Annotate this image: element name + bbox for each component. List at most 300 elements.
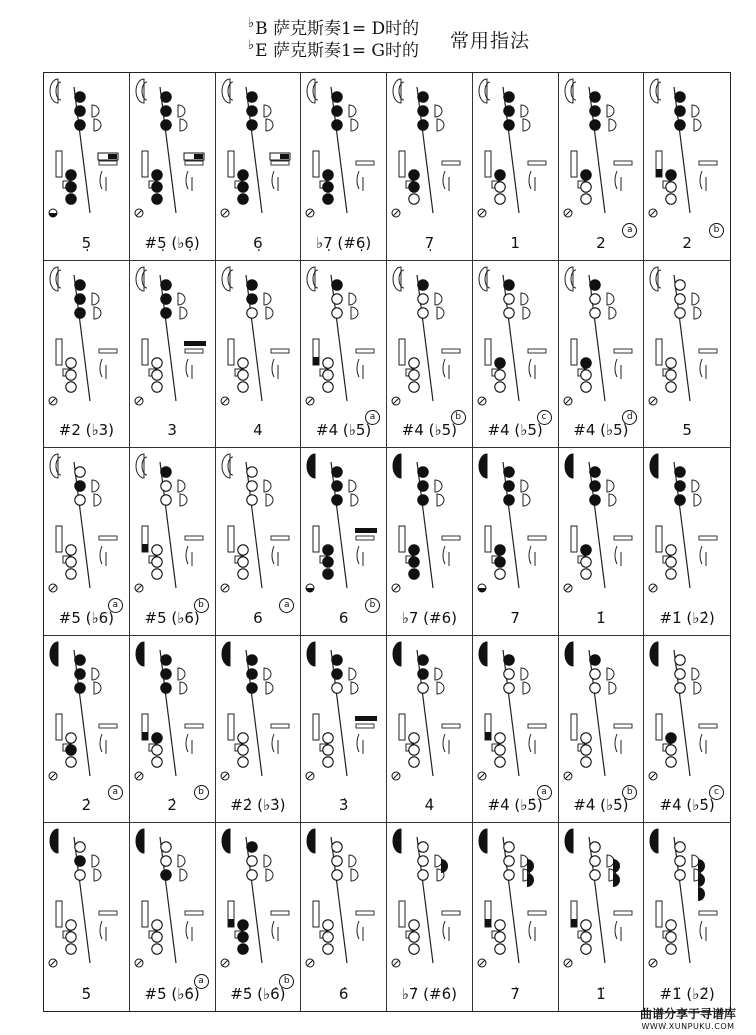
title-line-bb: ♭B 萨克斯奏1= D时的 — [248, 16, 420, 39]
fingering-cell — [301, 73, 387, 261]
finger-hole-closed — [75, 307, 85, 317]
finger-hole-open — [666, 545, 676, 555]
note-label: 2̇ — [81, 796, 92, 815]
palm-keys — [349, 105, 358, 131]
variant-marker: a — [365, 410, 380, 425]
finger-hole-open — [237, 745, 247, 755]
fingering-cell — [216, 636, 302, 824]
pinky-key-curve — [186, 921, 188, 939]
fingering-cell — [301, 636, 387, 824]
fingering-diagram — [44, 448, 130, 596]
fingering-diagram — [130, 261, 216, 409]
side-key-pressed — [194, 154, 203, 159]
variant-marker: a — [279, 598, 294, 613]
finger-hole-closed — [495, 357, 505, 367]
finger-hole-open — [66, 369, 76, 379]
fingering-diagram — [473, 261, 559, 409]
finger-hole-closed — [75, 92, 85, 102]
watermark-url: WWW.XUNPUKU.COM — [641, 1022, 735, 1031]
finger-hole-closed — [161, 870, 171, 880]
note-label: #4 (♭5) — [401, 421, 457, 440]
fingering-cell — [44, 73, 130, 261]
side-key-lower — [699, 349, 717, 353]
side-key-pressed — [355, 716, 377, 721]
fingering-cell — [216, 73, 302, 261]
finger-hole-open — [66, 357, 76, 367]
finger-hole-open — [666, 182, 676, 192]
finger-hole-open — [580, 932, 590, 942]
side-key-lower — [99, 161, 117, 165]
finger-hole-open — [666, 369, 676, 379]
finger-hole-open — [75, 495, 85, 505]
finger-hole-closed — [161, 467, 171, 477]
finger-hole-closed — [504, 467, 514, 477]
pinky-key-curve — [100, 359, 102, 377]
finger-hole-closed — [323, 194, 333, 204]
side-ladder — [656, 526, 662, 552]
finger-hole-closed — [161, 92, 171, 102]
title-line-eb: ♭E 萨克斯奏1= G时的 — [248, 38, 419, 61]
finger-hole-open — [675, 669, 685, 679]
octave-key — [222, 267, 233, 291]
finger-hole-open — [504, 683, 514, 693]
variant-marker: a — [108, 785, 123, 800]
pinky-key-curve — [700, 921, 702, 939]
pinky-key-curve — [443, 359, 445, 377]
palm-keys — [264, 668, 273, 694]
finger-hole-open — [580, 733, 590, 743]
side-ladder-pressed — [313, 357, 319, 365]
fingering-diagram — [644, 261, 730, 409]
fingering-diagram — [44, 73, 130, 221]
finger-hole-open — [675, 683, 685, 693]
finger-hole-closed — [504, 655, 514, 665]
side-ladder — [485, 339, 491, 365]
finger-hole-closed — [580, 357, 590, 367]
finger-hole-open — [666, 557, 676, 567]
finger-hole-closed — [152, 182, 162, 192]
palm-keys — [435, 105, 444, 131]
finger-hole-open — [418, 856, 428, 866]
fingering-cell — [387, 636, 473, 824]
fingering-diagram — [473, 73, 559, 221]
pinky-key-curve — [700, 546, 702, 564]
octave-key-pressed — [222, 642, 230, 666]
finger-hole-open — [66, 932, 76, 942]
pinky-key-curve — [357, 171, 359, 189]
side-key-lower — [699, 536, 717, 540]
fingering-cell — [644, 448, 730, 636]
finger-hole-open — [323, 357, 333, 367]
fingering-diagram — [644, 448, 730, 596]
variant-marker: c — [709, 785, 724, 800]
side-key-lower — [699, 724, 717, 728]
palm-keys — [521, 480, 530, 506]
fingering-diagram — [387, 823, 473, 971]
palm-key-pressed — [698, 859, 705, 873]
finger-hole-open — [66, 733, 76, 743]
finger-hole-closed — [666, 733, 676, 743]
fingering-cell — [301, 823, 387, 1011]
note-label: #1̈ (♭2̈) — [659, 985, 715, 1003]
side-key-lower — [442, 724, 460, 728]
finger-hole-closed — [246, 293, 256, 303]
note-label: #4 (♭5) — [573, 421, 629, 440]
finger-hole-open — [152, 932, 162, 942]
finger-hole-closed — [589, 279, 599, 289]
pinky-key-curve — [357, 734, 359, 752]
finger-hole-closed — [589, 106, 599, 116]
palm-keys — [349, 855, 358, 881]
pinky-key-curve — [700, 171, 702, 189]
fingering-cell — [644, 636, 730, 824]
pinky-key-curve — [615, 546, 617, 564]
finger-hole-closed — [161, 279, 171, 289]
finger-hole-closed — [75, 279, 85, 289]
finger-hole-closed — [675, 467, 685, 477]
note-label: #4̇ (♭5̇) — [487, 796, 543, 815]
variant-marker: b — [194, 785, 209, 800]
finger-hole-closed — [332, 481, 342, 491]
pinky-key-curve — [272, 359, 274, 377]
finger-hole-closed — [409, 557, 419, 567]
finger-hole-open — [589, 842, 599, 852]
finger-hole-open — [675, 293, 685, 303]
variant-marker: b — [709, 223, 724, 238]
palm-keys — [521, 105, 530, 131]
note-label: ♭7̣ (#6̣) — [316, 233, 372, 252]
fingering-cell — [44, 823, 130, 1011]
variant-marker: c — [537, 410, 552, 425]
finger-hole-open — [246, 481, 256, 491]
finger-hole-open — [409, 194, 419, 204]
finger-hole-closed — [66, 745, 76, 755]
finger-hole-open — [418, 683, 428, 693]
fingering-diagram — [301, 823, 387, 971]
octave-key-pressed — [136, 829, 144, 853]
finger-hole-open — [418, 293, 428, 303]
variant-marker: b — [622, 785, 637, 800]
octave-key — [50, 79, 61, 103]
note-label: #4 (♭5) — [487, 421, 543, 440]
fingering-cell — [559, 261, 645, 449]
pinky-key-curve — [186, 546, 188, 564]
palm-keys — [692, 480, 701, 506]
finger-hole-closed — [323, 557, 333, 567]
finger-hole-open — [246, 467, 256, 477]
palm-keys — [178, 480, 187, 506]
octave-key-pressed — [479, 642, 487, 666]
palm-keys — [178, 105, 187, 131]
variant-marker: b — [365, 598, 380, 613]
finger-hole-open — [152, 745, 162, 755]
fingering-cell — [473, 636, 559, 824]
side-key-lower — [528, 161, 546, 165]
side-ladder — [571, 151, 577, 177]
finger-hole-closed — [409, 170, 419, 180]
fingering-diagram — [216, 636, 302, 784]
note-label: #5 (♭6) — [144, 608, 200, 627]
palm-keys — [92, 855, 101, 881]
finger-hole-open — [409, 932, 419, 942]
title-suffix: 常用指法 — [450, 30, 531, 52]
finger-hole-open — [66, 569, 76, 579]
finger-hole-closed — [332, 495, 342, 505]
side-key-lower — [185, 161, 203, 165]
side-ladder — [142, 151, 148, 177]
fingering-cell — [559, 823, 645, 1011]
finger-hole-open — [237, 757, 247, 767]
note-label: 7 — [510, 608, 520, 627]
finger-hole-closed — [75, 856, 85, 866]
octave-key-pressed — [222, 829, 230, 853]
octave-key — [650, 79, 661, 103]
palm-keys — [264, 855, 273, 881]
finger-hole-closed — [589, 655, 599, 665]
side-key-lower — [185, 911, 203, 915]
fingering-cell — [473, 823, 559, 1011]
fingering-cell — [473, 73, 559, 261]
note-label: 5 — [682, 421, 692, 440]
variant-marker: a — [194, 974, 209, 989]
note-label: 4̇ — [424, 796, 435, 815]
octave-key-pressed — [565, 454, 573, 478]
side-key-lower — [528, 536, 546, 540]
side-key-lower — [99, 911, 117, 915]
side-key-pressed — [355, 528, 377, 533]
finger-hole-open — [418, 870, 428, 880]
finger-hole-open — [323, 733, 333, 743]
note-label: 3̇ — [338, 796, 349, 815]
note-label: #4̇ (♭5̇) — [659, 796, 715, 815]
fingering-diagram — [130, 73, 216, 221]
side-key-lower — [99, 349, 117, 353]
side-key-lower — [356, 536, 374, 540]
finger-hole-open — [666, 357, 676, 367]
finger-hole-closed — [418, 655, 428, 665]
finger-hole-open — [237, 357, 247, 367]
finger-hole-open — [504, 842, 514, 852]
fingering-cell — [44, 636, 130, 824]
fingering-cell — [387, 823, 473, 1011]
variant-marker: a — [537, 785, 552, 800]
pinky-key-curve — [357, 921, 359, 939]
octave-key-pressed — [479, 454, 487, 478]
finger-hole-closed — [246, 669, 256, 679]
side-key-lower — [699, 161, 717, 165]
finger-hole-closed — [161, 293, 171, 303]
finger-hole-open — [237, 557, 247, 567]
finger-hole-open — [495, 381, 505, 391]
finger-hole-open — [589, 683, 599, 693]
finger-hole-closed — [66, 170, 76, 180]
finger-hole-open — [504, 856, 514, 866]
variant-marker: a — [622, 223, 637, 238]
finger-hole-open — [152, 557, 162, 567]
finger-hole-closed — [418, 669, 428, 679]
pinky-key-curve — [186, 171, 188, 189]
fingering-diagram — [216, 73, 302, 221]
finger-hole-closed — [332, 92, 342, 102]
finger-hole-closed — [161, 683, 171, 693]
finger-hole-closed — [161, 120, 171, 130]
palm-keys — [607, 105, 616, 131]
pinky-key-curve — [272, 921, 274, 939]
finger-hole-closed — [589, 467, 599, 477]
finger-hole-open — [409, 733, 419, 743]
finger-hole-open — [495, 932, 505, 942]
fingering-cell — [44, 448, 130, 636]
finger-hole-closed — [237, 932, 247, 942]
pinky-key-curve — [100, 921, 102, 939]
palm-key-pressed — [527, 873, 534, 887]
pinky-key-curve — [186, 359, 188, 377]
fingering-cell — [473, 448, 559, 636]
palm-keys — [607, 668, 616, 694]
finger-hole-closed — [323, 545, 333, 555]
fingering-cell — [559, 448, 645, 636]
pinky-key-curve — [529, 171, 531, 189]
side-key-lower — [356, 349, 374, 353]
fingering-cell — [130, 448, 216, 636]
side-ladder-pressed — [656, 169, 662, 177]
finger-hole-closed — [323, 170, 333, 180]
finger-hole-open — [152, 920, 162, 930]
pinky-key-curve — [100, 546, 102, 564]
side-ladder — [313, 151, 319, 177]
octave-key — [650, 267, 661, 291]
fingering-diagram — [559, 448, 645, 596]
note-label: #5 (♭6) — [58, 608, 114, 627]
fingering-diagram — [559, 73, 645, 221]
finger-hole-closed — [332, 120, 342, 130]
variant-marker: b — [279, 974, 294, 989]
pinky-key-curve — [615, 359, 617, 377]
side-key-lower — [185, 349, 203, 353]
finger-hole-closed — [66, 182, 76, 192]
finger-hole-closed — [418, 120, 428, 130]
fingering-cell — [559, 636, 645, 824]
side-key-pressed — [184, 341, 206, 346]
finger-hole-closed — [418, 495, 428, 505]
octave-key — [136, 267, 147, 291]
fingering-diagram — [473, 448, 559, 596]
side-ladder — [56, 901, 62, 927]
finger-hole-open — [66, 381, 76, 391]
palm-key-pressed — [698, 887, 705, 901]
octave-key — [393, 267, 404, 291]
finger-hole-open — [75, 842, 85, 852]
finger-hole-closed — [75, 683, 85, 693]
finger-hole-open — [323, 757, 333, 767]
fingering-diagram — [387, 448, 473, 596]
finger-hole-open — [589, 870, 599, 880]
finger-hole-open — [152, 545, 162, 555]
side-ladder — [228, 151, 234, 177]
variant-marker: a — [108, 598, 123, 613]
finger-hole-open — [589, 293, 599, 303]
finger-hole-open — [66, 557, 76, 567]
note-label: #5̣ (♭6̣) — [144, 233, 200, 252]
finger-hole-closed — [675, 495, 685, 505]
palm-keys — [435, 480, 444, 506]
side-key-lower — [699, 911, 717, 915]
finger-hole-open — [323, 381, 333, 391]
octave-key — [393, 79, 404, 103]
octave-key — [479, 79, 490, 103]
fingering-diagram — [301, 261, 387, 409]
finger-hole-closed — [495, 557, 505, 567]
finger-hole-open — [323, 944, 333, 954]
finger-hole-open — [323, 745, 333, 755]
finger-hole-open — [495, 920, 505, 930]
pinky-key-curve — [443, 171, 445, 189]
finger-hole-open — [495, 182, 505, 192]
side-ladder — [399, 901, 405, 927]
finger-hole-closed — [161, 655, 171, 665]
finger-hole-closed — [75, 120, 85, 130]
fingering-diagram — [216, 261, 302, 409]
finger-hole-open — [666, 920, 676, 930]
palm-key-pressed — [698, 873, 705, 887]
octave-key-pressed — [650, 454, 658, 478]
octave-key-pressed — [650, 829, 658, 853]
finger-hole-open — [237, 545, 247, 555]
side-key-lower — [614, 536, 632, 540]
note-label: #4̇ (♭5̇) — [573, 796, 629, 815]
pinky-key-curve — [443, 734, 445, 752]
finger-hole-open — [246, 495, 256, 505]
octave-key-pressed — [50, 642, 58, 666]
finger-hole-open — [152, 381, 162, 391]
finger-hole-open — [504, 669, 514, 679]
side-key-lower — [185, 724, 203, 728]
side-ladder — [656, 714, 662, 740]
finger-hole-open — [675, 870, 685, 880]
side-key-lower — [528, 911, 546, 915]
finger-hole-closed — [332, 106, 342, 116]
finger-hole-open — [409, 381, 419, 391]
finger-hole-closed — [237, 944, 247, 954]
side-ladder-pressed — [142, 732, 148, 740]
octave-key-pressed — [307, 829, 315, 853]
side-key-lower — [356, 724, 374, 728]
note-label: 2̇ — [167, 796, 177, 815]
side-key-lower — [442, 536, 460, 540]
side-key-lower — [271, 724, 289, 728]
finger-hole-closed — [589, 481, 599, 491]
finger-hole-closed — [504, 279, 514, 289]
side-key-lower — [614, 911, 632, 915]
side-ladder — [228, 714, 234, 740]
finger-hole-open — [332, 856, 342, 866]
finger-hole-open — [418, 842, 428, 852]
pinky-key-curve — [700, 359, 702, 377]
side-key-pressed — [108, 154, 117, 159]
finger-hole-open — [495, 569, 505, 579]
palm-keys — [692, 293, 701, 319]
fingering-cell — [644, 261, 730, 449]
fingering-diagram — [44, 261, 130, 409]
octave-key — [479, 267, 490, 291]
octave-key — [50, 267, 61, 291]
finger-hole-open — [409, 920, 419, 930]
note-label: ♭7 (#6) — [401, 608, 457, 627]
finger-hole-closed — [237, 182, 247, 192]
side-ladder — [399, 714, 405, 740]
note-label: 1 — [510, 233, 520, 252]
palm-keys — [178, 668, 187, 694]
